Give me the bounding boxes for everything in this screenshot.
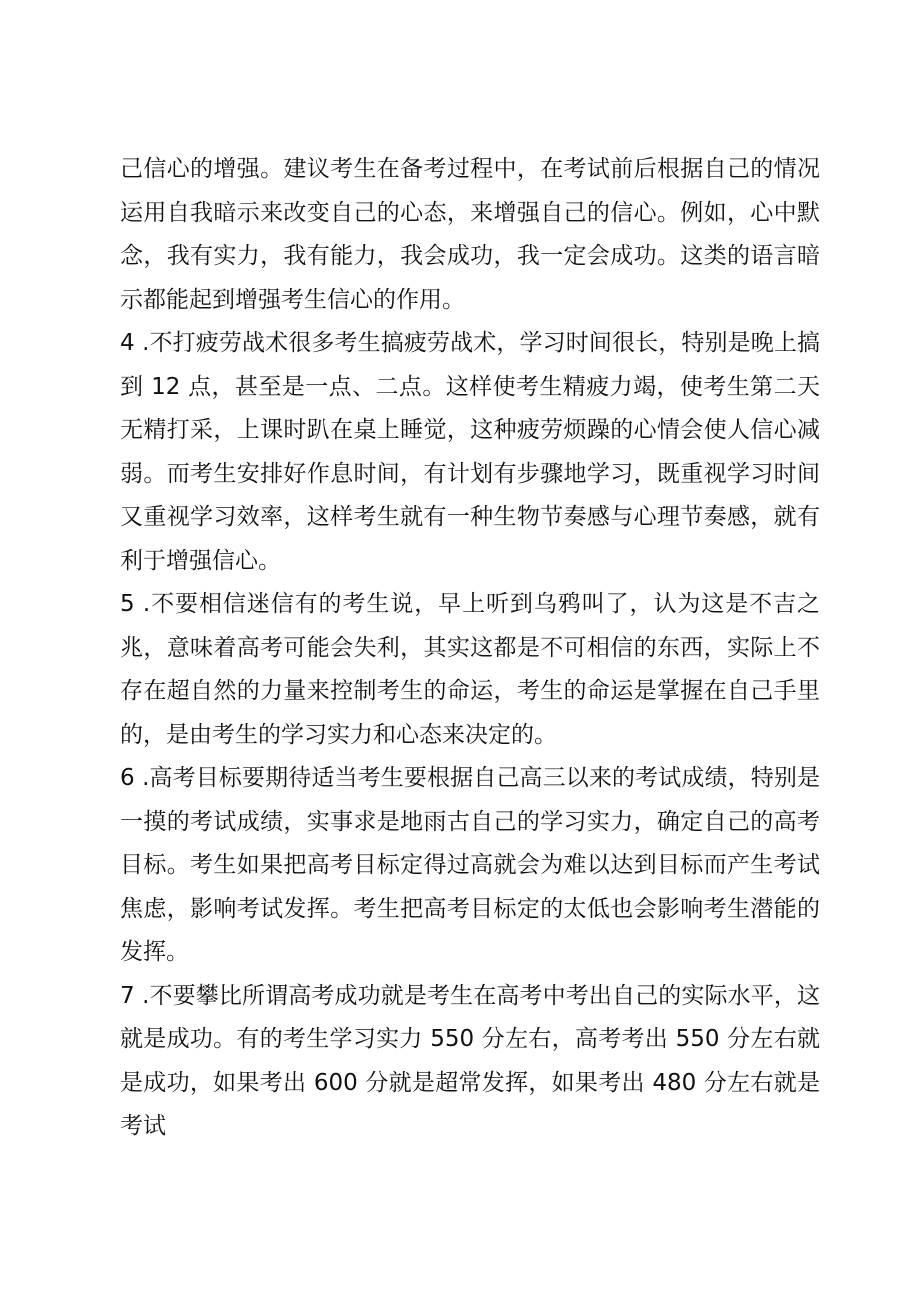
paragraph-4: 6 .高考目标要期待适当考生要根据自己高三以来的考试成绩，特别是一摸的考试成绩，实事求是地雨古自己的学习实力，确定自己的高考目标。考生如果把高考目标定得过高就会为难以达到目标而产生考试焦虑，影响考试发挥。考生把高考目标定的太低也会影响考生潜能的发挥。: [120, 765, 820, 965]
paragraph-5: 7 .不要攀比所谓高考成功就是考生在高考中考出自己的实际水平，这就是成功。有的考生学习实力 550 分左右，高考考出 550 分左右就是成功，如果考出 600 分就是超常发挥，如果考出 480 分左右就是考试: [120, 982, 820, 1139]
paragraph-2: 4 .不打疲劳战术很多考生搞疲劳战术，学习时间很长，特别是晚上搞到 12 点，甚至是一点、二点。这样使考生精疲力竭，使考生第二天无精打采，上课时趴在桌上睡觉，这种疲劳烦躁的心情会使人信心减弱。而考生安排好作息时间，有计划有步骤地学习，既重视学习时间又重视学习效率，这样考生就有一种生物节奏感与心理节奏感，就有利于增强信心。: [120, 330, 820, 574]
document-body: [120, 148, 820, 1149]
paragraph-1: 己信心的增强。建议考生在备考过程中，在考试前后根据自己的情况运用自我暗示来改变自己的心态，来增强自己的信心。例如，心中默念，我有实力，我有能力，我会成功，我一定会成功。这类的语言暗示都能起到增强考生信心的作用。: [120, 156, 820, 313]
paragraph-3: 5 .不要相信迷信有的考生说，早上听到乌鸦叫了，认为这是不吉之兆，意味着高考可能会失利，其实这都是不可相信的东西，实际上不存在超自然的力量来控制考生的命运，考生的命运是掌握在自己手里的，是由考生的学习实力和心态来决定的。: [120, 591, 820, 748]
